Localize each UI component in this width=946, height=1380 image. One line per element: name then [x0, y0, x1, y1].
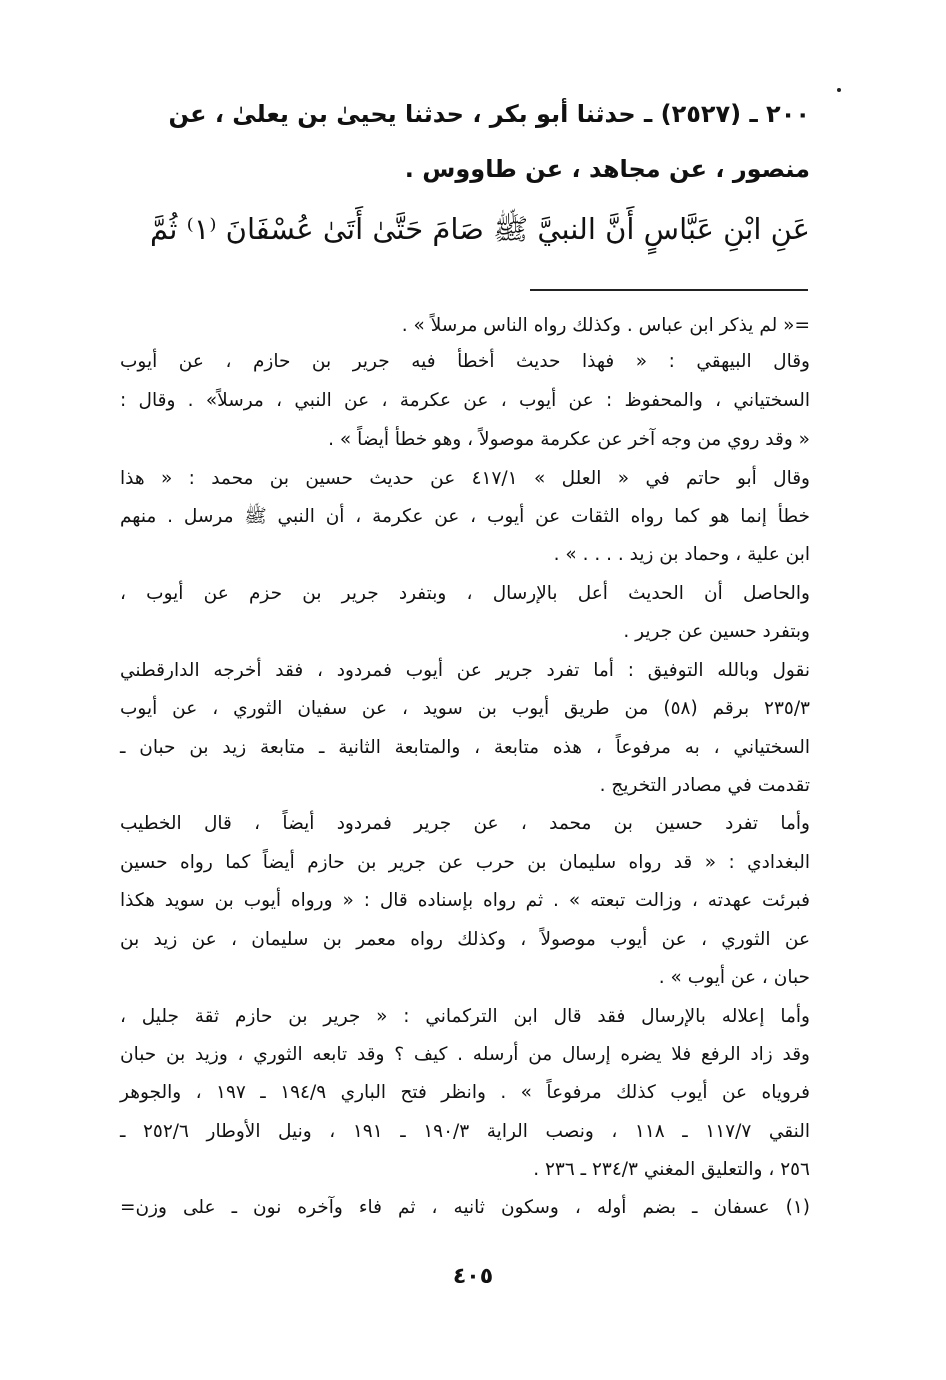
footnote-line: نقول وبالله التوفيق : أما تفرد جرير عن أيوب فمردود ، فقد أخرجه الدارقطني [120, 660, 810, 681]
footnote-line: حبان ، عن أيوب » . [658, 967, 810, 988]
footnote-line: وأما إعلاله بالإرسال فقد قال ابن التركماني : « جرير بن حازم ثقة جليل ، [120, 1006, 810, 1027]
footnote-line: ابن علية ، وحماد بن زيد . . . . » . [553, 544, 810, 565]
page-number: ٤٠٥ [452, 1264, 494, 1289]
footnote-line: وقال أبو حاتم في « العلل » ٤١٧/١ عن حديث حسين بن محمد : « هذا [120, 468, 810, 489]
footnote-line: وقد زاد الرفع فلا يضره إرسال من أرسله . كيف ؟ وقد تابعه الثوري ، وزيد بن حبان [120, 1044, 810, 1065]
footnote-separator [530, 289, 808, 291]
hadith-chain-line-1: ٢٠٠ ـ (٢٥٢٧) ـ حدثنا أبو بكر ، حدثنا يحيىٰ بن يعلىٰ ، عن [168, 100, 810, 128]
footnote-line: ٢٣٥/٣ برقم (٥٨) من طريق أيوب بن سويد ، عن سفيان الثوري ، عن أيوب [120, 698, 810, 719]
footnote-line: (١) عسفان ـ بضم أوله ، وسكون ثانيه ، ثم فاء وآخره نون ـ على وزن= [120, 1197, 810, 1218]
footnote-line: تقدمت في مصادر التخريج . [599, 775, 810, 796]
footnote-line: فبرئت عهدته ، وزالت تبعته » . ثم رواه بإسناده قال : « ورواه أيوب بن سويد هكذا [120, 890, 810, 911]
footnote-line: فروياه عن أيوب كذلك مرفوعاً » . وانظر فتح الباري ١٩٤/٩ ـ ١٩٧ ، والجوهر [120, 1082, 811, 1103]
footnote-line: =« لم يذكر ابن عباس . وكذلك رواه الناس مرسلاً » . [401, 315, 810, 336]
footnote-line: « وقد روي من وجه آخر عن عكرمة موصولاً ، وهو خطأ أيضاً » . [328, 429, 810, 450]
footnote-line: عن الثوري ، عن أيوب موصولاً ، وكذلك رواه معمر بن سليمان ، عن زيد بن [120, 929, 810, 950]
footnote-line: السختياني ، والمحفوظ : عن أيوب ، عن عكرمة ، عن النبي ، مرسلاً» . وقال : [120, 390, 810, 411]
footnote-line: السختياني ، به مرفوعاً ، هذه متابعة ، والمتابعة الثانية ـ متابعة زيد بن حبان ـ [120, 737, 810, 758]
footnote-line: البغدادي : « قد رواه سليمان بن حرب عن جرير بن حازم أيضاً كما رواه حسين [120, 852, 810, 873]
hadith-chain-line-2: منصور ، عن مجاهد ، عن طاووس . [404, 155, 810, 183]
footnote-line: وأما تفرد حسين بن محمد ، عن جرير فمردود أيضاً ، قال الخطيب [120, 813, 810, 834]
footnote-line: وبتفرد حسين عن جرير . [623, 621, 810, 642]
stray-mark [837, 88, 841, 92]
footnote-line: والحاصل أن الحديث أعل بالإرسال ، وبتفرد جرير بن حزم عن أيوب ، [120, 583, 810, 604]
footnote-line: النقي ١١٧/٧ ـ ١١٨ ، ونصب الراية ١٩٠/٣ ـ ١٩١ ، ونيل الأوطار ٢٥٢/٦ ـ [120, 1121, 810, 1142]
footnote-line: خطأ إنما هو كما رواه الثقات عن أيوب ، عن عكرمة ، أن النبي ﷺ مرسل . منهم [120, 506, 810, 527]
hadith-text-line: عَنِ ابْنِ عَبَّاسٍ أَنَّ النبيَّ ﷺ صَامَ حَتَّىٰ أَتَىٰ عُسْفَانَ ⁽١⁾ ثُمَّ [150, 212, 810, 246]
main-text-block [120, 0, 810, 280]
footnote-line: ٢٥٦ ، والتعليق المغني ٢٣٤/٣ ـ ٢٣٦ . [533, 1159, 810, 1180]
footnote-line: وقال البيهقي : « فهذا حديث أخطأ فيه جرير بن حازم ، عن أيوب [120, 351, 810, 372]
